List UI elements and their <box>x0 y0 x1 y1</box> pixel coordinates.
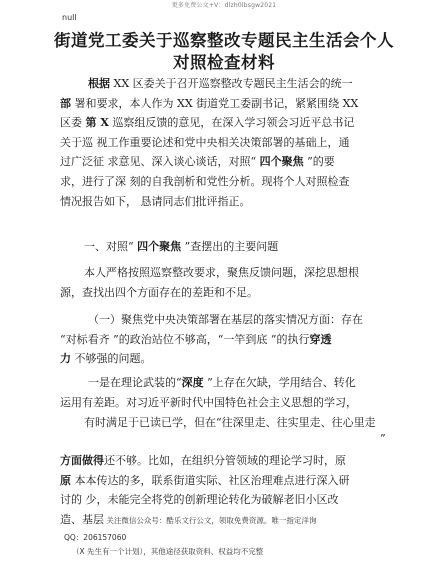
paragraph-3-tail <box>60 451 390 530</box>
paragraph-3-line-6 <box>60 471 390 491</box>
paragraph-3-line-2: 运用有差距。对习近平新时代中国特色社会主义思想的学习， <box>60 395 357 409</box>
intro-line-6: 求，进行了深 刻的自我剖析和党性分析。现将个人对照检查 <box>60 174 350 188</box>
paragraph-3-line-3: 有时满足于已读已学，但在“往深里走、往实里走、往心里走 <box>84 416 376 429</box>
paragraph-2-cont <box>60 283 390 303</box>
intro-line-1-bold: 根据 <box>88 77 110 90</box>
paragraph-3-line-8-a: 造、基层 <box>60 512 104 526</box>
section-heading-1-bold: 四个聚焦 <box>137 240 182 253</box>
intro-line-7: 情况报告如下， 恳请同志们批评指正。 <box>60 194 251 208</box>
document-title <box>40 30 408 74</box>
intro-line-2 <box>60 94 390 114</box>
intro-paragraph-cont <box>60 94 390 212</box>
paragraph-3-cont <box>60 393 390 413</box>
subsection-1-first <box>88 310 390 330</box>
null-label: null <box>62 13 77 22</box>
subsection-1-line-3 <box>60 349 390 369</box>
subsection-1-line-2-a: “对标看齐 ”的政治站位不够高，“一竿到底 ”的执行 <box>60 332 310 346</box>
section-heading-1-a: 一、对照“ <box>84 240 138 253</box>
intro-paragraph <box>88 74 390 94</box>
paragraph-3-line-4-wrap <box>380 429 400 449</box>
intro-line-5-bold: 四个聚焦 <box>259 155 304 169</box>
paragraph-3-line-7: 讨的 少，未能完全将党的创新理论转化为破解老旧小区改 <box>60 493 339 507</box>
section-heading-1 <box>84 237 390 257</box>
paragraph-3-line-5 <box>60 451 390 471</box>
paragraph-3-first <box>88 373 390 393</box>
title-line-1: 街道党工委关于巡察整改专题民主生活会个人 <box>54 31 394 50</box>
subsection-1-line-2 <box>60 330 390 350</box>
subsection-1-line-1: （一）聚焦党中央决策部署在基层的落实情况方面：存在 <box>88 313 363 326</box>
paragraph-3-line-3-wrap <box>84 413 396 433</box>
intro-line-5-rest: ”的要 <box>303 155 335 169</box>
paragraph-2-first <box>84 263 390 283</box>
paragraph-3-line-6-rest: 本本传达的多，联系街道实际、社区治理难点进行深入研 <box>71 473 350 487</box>
footer-note: （X 先生有一个计划），其他途径获取资料、权益均不完整 <box>72 547 264 556</box>
paragraph-2-line-2: 源，查找出四个方面存在的差距和不足。 <box>60 285 258 299</box>
intro-line-4: 关于巡 视工作重要论述和党中央相关决策部署的基础上，通 <box>60 135 350 149</box>
intro-line-1 <box>88 74 390 94</box>
subsection-1-cont <box>60 330 390 369</box>
paragraph-3-line-1-rest: ”上存在欠缺，学用结合、转化 <box>203 376 356 389</box>
subsection-1-line-3-rest: 不够强的问题。 <box>71 352 152 366</box>
intro-line-2-bold: 部 <box>60 96 71 110</box>
paragraph-3-line-1 <box>88 373 390 393</box>
subsection-1-line-3-bold: 力 <box>60 352 71 366</box>
intro-line-2-rest: 署和要求，本人作为 XX 街道党工委副书记，紧紧围绕 XX <box>71 96 359 110</box>
paragraph-3-line-5-bold: 方面做得 <box>60 454 104 467</box>
intro-line-3-bold: 第 X <box>85 116 109 130</box>
paragraph-3-line-6-bold: 原 <box>60 473 71 487</box>
intro-line-5-a: 过广泛征 求意见、深入谈心谈话，对照“ <box>60 155 260 169</box>
title-line-2: 对照检查材料 <box>173 53 275 72</box>
section-heading-1-rest: ”查摆出的主要问题 <box>181 240 279 253</box>
top-watermark-note: 更多免费公文+V：dlzh0lbsgw2021 <box>171 2 277 9</box>
subsection-1-line-2-bold: 穿透 <box>309 332 332 346</box>
intro-line-1-rest: XX 区委关于召开巡察整改专题民主生活会的统一 <box>110 77 353 90</box>
paragraph-2-line-1: 本人严格按照巡察整改要求，聚焦反馈问题，深挖思想根 <box>84 266 359 279</box>
promo-inline-note: 关注微信公众号：酷乐文行公文，领取免费资源。唯一指定洋询 <box>104 515 317 525</box>
footer-qq: QQ：206157060 <box>64 533 127 542</box>
intro-line-3-a: 区委 <box>60 116 86 130</box>
intro-line-3-rest: 巡察组反馈的意见，在深入学习领会习近平总书记 <box>108 116 355 130</box>
paragraph-3-line-5-rest: 还不够。比如，在组织分管领域的理论学习时，原 <box>104 454 346 467</box>
intro-line-5 <box>60 152 390 172</box>
intro-line-3 <box>60 113 390 133</box>
paragraph-3-line-4: ” <box>380 432 386 445</box>
paragraph-3-line-1-bold: 深度 <box>181 376 204 389</box>
paragraph-3-line-1-a: 一是在理论武装的“ <box>88 376 182 389</box>
paragraph-3-line-8 <box>60 510 390 531</box>
section-heading-1-line <box>84 237 390 257</box>
